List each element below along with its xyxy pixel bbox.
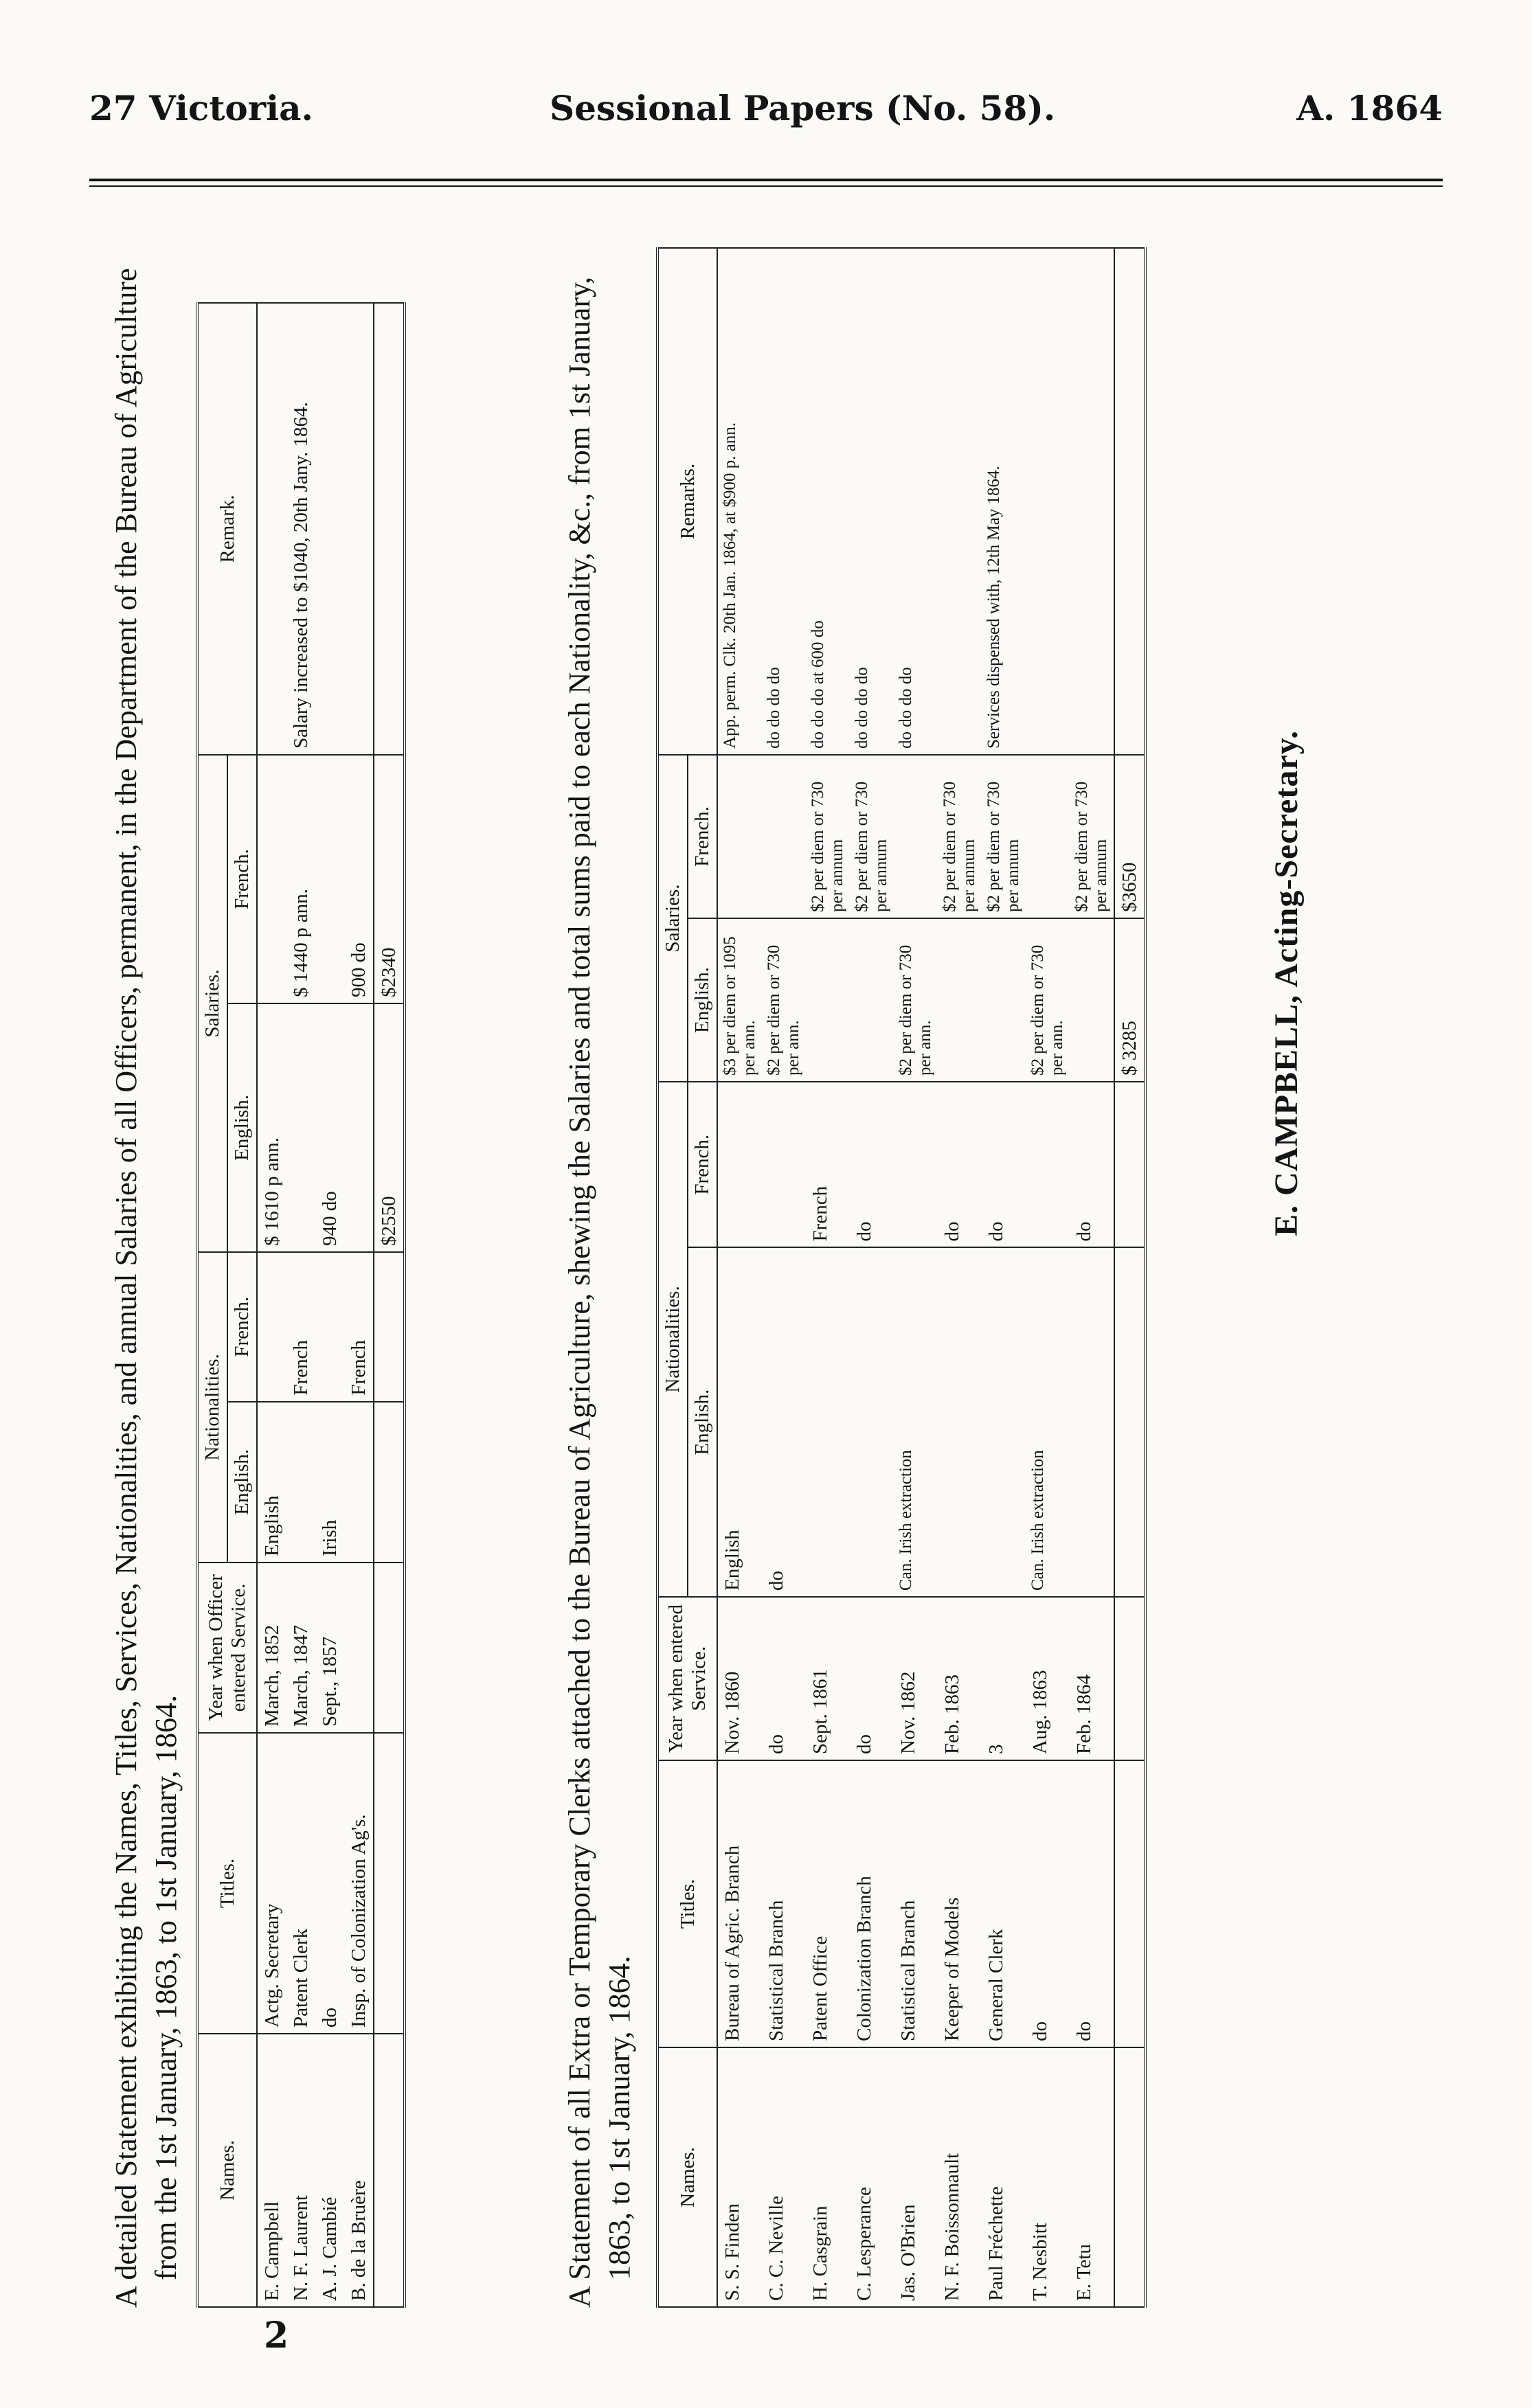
page-header: [0, 0, 1532, 206]
cell-name: C. Lesperance: [850, 2047, 894, 2307]
col-titles: Titles.: [197, 1733, 257, 2034]
table-row: [286, 303, 315, 2307]
cell-remark: do do do do: [850, 248, 894, 755]
cell-name: E. Tetu: [1070, 2047, 1114, 2307]
totals-row: [374, 303, 405, 2307]
signature-line: E. CAMPBELL, Acting-Secretary.: [1268, 729, 1305, 1236]
cell-nat-fr: [762, 1082, 806, 1247]
total-sal-en: $ 3285: [1114, 918, 1145, 1082]
cell-remark: [315, 303, 344, 755]
cell-remark: do do do at 600 do: [806, 248, 850, 755]
cell-remark: [1026, 248, 1070, 755]
col-remark: Remark.: [197, 303, 257, 755]
col-nationalities: Nationalities.: [197, 1252, 227, 1563]
cell-year: Sept. 1861: [806, 1597, 850, 1760]
cell-nat-en: English: [257, 1402, 286, 1563]
cell-name: T. Nesbitt: [1026, 2047, 1070, 2307]
cell-title: Patent Clerk: [286, 1733, 315, 2034]
cell-name: Paul Fréchette: [982, 2047, 1026, 2307]
cell-sal-fr: $2 per diem or 730 per annum: [850, 755, 894, 918]
col-year: Year when entered Service.: [657, 1597, 717, 1760]
cell-sal-en: $ 1610 p ann.: [257, 1003, 286, 1252]
table-row: [850, 248, 894, 2307]
total-sal-fr: $2340: [374, 755, 405, 1003]
cell-name: N. F. Boissonnault: [938, 2047, 982, 2307]
cell-year: do: [762, 1597, 806, 1760]
cell-sal-fr: [1026, 755, 1070, 918]
cell-remark: do do do do: [762, 248, 806, 755]
cell-sal-fr: 900 do: [344, 755, 374, 1003]
cell-year: March, 1847: [286, 1563, 315, 1733]
cell-sal-fr: [315, 755, 344, 1003]
cell-year: Feb. 1863: [938, 1597, 982, 1760]
header-rule-thin: [89, 185, 1443, 187]
cell-sal-fr: [894, 755, 938, 918]
cell-sal-en: [938, 918, 982, 1082]
table-row: [315, 303, 344, 2307]
table-row: [982, 248, 1026, 2307]
cell-title: Statistical Branch: [894, 1760, 938, 2047]
col-sal-english: English.: [227, 1003, 257, 1252]
header-right: A. 1864: [1296, 88, 1443, 128]
table-row: [257, 303, 286, 2307]
cell-sal-fr: $2 per diem or 730 per annum: [1070, 755, 1114, 918]
cell-sal-en: $3 per diem or 1095 per ann.: [717, 918, 762, 1082]
statement2-table: [656, 247, 1147, 2308]
col-sal-french: French.: [688, 755, 717, 918]
cell-nat-en: [344, 1402, 374, 1563]
cell-nat-en: [806, 1247, 850, 1597]
cell-sal-en: [806, 918, 850, 1082]
cell-remark: [257, 303, 286, 755]
cell-name: Jas. O'Brien: [894, 2047, 938, 2307]
cell-name: H. Casgrain: [806, 2047, 850, 2307]
cell-name: B. de la Bruère: [344, 2034, 374, 2307]
cell-nat-fr: French: [344, 1252, 374, 1402]
cell-year: Feb. 1864: [1070, 1597, 1114, 1760]
total-sal-fr: $3650: [1114, 755, 1145, 918]
cell-sal-en: [344, 1003, 374, 1252]
cell-sal-en: 940 do: [315, 1003, 344, 1252]
statement1-title: A detailed Statement exhibiting the Names, Titles, Services, Nationalities, and annual Salaries of all Officers, permanent, in the Department of the Bureau of Agriculture from the 1st January, 1863, to 1st January, 1864.: [109, 268, 183, 2308]
cell-nat-fr: do: [938, 1082, 982, 1247]
page-number: 2: [264, 2315, 289, 2356]
col-year: Year when Officer entered Service.: [197, 1563, 257, 1733]
col-nat-english: English.: [688, 1247, 717, 1597]
cell-nat-en: [850, 1247, 894, 1597]
cell-sal-fr: [762, 755, 806, 918]
cell-sal-en: [982, 918, 1026, 1082]
cell-name: N. F. Laurent: [286, 2034, 315, 2307]
cell-nat-fr: French: [286, 1252, 315, 1402]
cell-year: 3: [982, 1597, 1026, 1760]
header-left: 27 Victoria.: [89, 88, 313, 128]
col-nat-french: French.: [227, 1252, 257, 1402]
col-names: Names.: [197, 2034, 257, 2307]
cell-year: March, 1852: [257, 1563, 286, 1733]
cell-year: Nov. 1862: [894, 1597, 938, 1760]
cell-sal-en: $2 per diem or 730 per ann.: [894, 918, 938, 1082]
cell-remark: Services dispensed with, 12th May 1864.: [982, 248, 1026, 755]
cell-nat-en: Can. Irish extraction: [1026, 1247, 1070, 1597]
cell-title: do: [1070, 1760, 1114, 2047]
cell-remark: App. perm. Clk. 20th Jan. 1864, at $900 p. ann.: [717, 248, 762, 755]
cell-title: Patent Office: [806, 1760, 850, 2047]
cell-nat-en: [1070, 1247, 1114, 1597]
cell-name: A. J. Cambié: [315, 2034, 344, 2307]
cell-nat-fr: do: [1070, 1082, 1114, 1247]
cell-sal-fr: [257, 755, 286, 1003]
cell-sal-en: $2 per diem or 730 per ann.: [1026, 918, 1070, 1082]
cell-nat-en: Irish: [315, 1402, 344, 1563]
cell-title: Keeper of Models: [938, 1760, 982, 2047]
cell-name: S. S. Finden: [717, 2047, 762, 2307]
table-row: [1070, 248, 1114, 2307]
col-titles: Titles.: [657, 1760, 717, 2047]
cell-nat-fr: do: [850, 1082, 894, 1247]
table-row: [894, 248, 938, 2307]
cell-remark: do do do do: [894, 248, 938, 755]
cell-title: Insp. of Colonization Ag's.: [344, 1733, 374, 2034]
cell-remark: [1070, 248, 1114, 755]
table-row: [344, 303, 374, 2307]
header-center: Sessional Papers (No. 58).: [550, 88, 1056, 128]
cell-sal-fr: $2 per diem or 730 per annum: [806, 755, 850, 918]
cell-nat-fr: [717, 1082, 762, 1247]
col-nat-french: French.: [688, 1082, 717, 1247]
cell-sal-en: [286, 1003, 315, 1252]
table-row: [762, 248, 806, 2307]
cell-title: Bureau of Agric. Branch: [717, 1760, 762, 2047]
statement1-table: [196, 302, 406, 2308]
table-row: [806, 248, 850, 2307]
cell-nat-fr: [894, 1082, 938, 1247]
col-sal-french: French.: [227, 755, 257, 1003]
col-salaries: Salaries.: [197, 755, 227, 1252]
cell-nat-fr: [315, 1252, 344, 1402]
cell-year: Sept., 1857: [315, 1563, 344, 1733]
col-remarks: Remarks.: [657, 248, 717, 755]
header-rule: [89, 179, 1443, 181]
cell-nat-en: Can. Irish extraction: [894, 1247, 938, 1597]
cell-sal-fr: [717, 755, 762, 918]
cell-title: do: [315, 1733, 344, 2034]
cell-remark: [938, 248, 982, 755]
cell-name: E. Campbell: [257, 2034, 286, 2307]
cell-sal-en: [1070, 918, 1114, 1082]
cell-nat-fr: [1026, 1082, 1070, 1247]
cell-nat-en: [982, 1247, 1026, 1597]
cell-year: Aug. 1863: [1026, 1597, 1070, 1760]
table-row: [1026, 248, 1070, 2307]
cell-nat-en: English: [717, 1247, 762, 1597]
table-row: [717, 248, 762, 2307]
cell-name: C. C. Neville: [762, 2047, 806, 2307]
col-names: Names.: [657, 2047, 717, 2307]
cell-remark: [344, 303, 374, 755]
col-sal-english: English.: [688, 918, 717, 1082]
cell-sal-fr: $2 per diem or 730 per annum: [938, 755, 982, 918]
col-nat-english: English.: [227, 1402, 257, 1563]
cell-title: Actg. Secretary: [257, 1733, 286, 2034]
cell-title: do: [1026, 1760, 1070, 2047]
cell-nat-en: [286, 1402, 315, 1563]
total-sal-en: $2550: [374, 1003, 405, 1252]
cell-sal-fr: $ 1440 p ann.: [286, 755, 315, 1003]
cell-nat-en: [938, 1247, 982, 1597]
cell-nat-fr: [257, 1252, 286, 1402]
table-row: [938, 248, 982, 2307]
cell-year: do: [850, 1597, 894, 1760]
rotated-content: [100, 199, 1446, 2335]
cell-sal-en: $2 per diem or 730 per ann.: [762, 918, 806, 1082]
cell-nat-en: do: [762, 1247, 806, 1597]
cell-nat-fr: French: [806, 1082, 850, 1247]
cell-title: General Clerk: [982, 1760, 1026, 2047]
cell-year: Nov. 1860: [717, 1597, 762, 1760]
cell-sal-en: [850, 918, 894, 1082]
cell-title: Colonization Branch: [850, 1760, 894, 2047]
statement2-title: A Statement of all Extra or Temporary Clerks attached to the Bureau of Agriculture, shewing the Salaries and total sums paid to each Nationality, &c., from 1st January, 1863, to 1st January, 1864.: [563, 276, 636, 2308]
cell-year: [344, 1563, 374, 1733]
totals-row: [1114, 248, 1145, 2307]
cell-remark: Salary increased to $1040, 20th Jany. 1864.: [286, 303, 315, 755]
col-nationalities: Nationalities.: [657, 1082, 688, 1597]
col-salaries: Salaries.: [657, 755, 688, 1082]
cell-title: Statistical Branch: [762, 1760, 806, 2047]
cell-nat-fr: do: [982, 1082, 1026, 1247]
cell-sal-fr: $2 per diem or 730 per annum: [982, 755, 1026, 918]
